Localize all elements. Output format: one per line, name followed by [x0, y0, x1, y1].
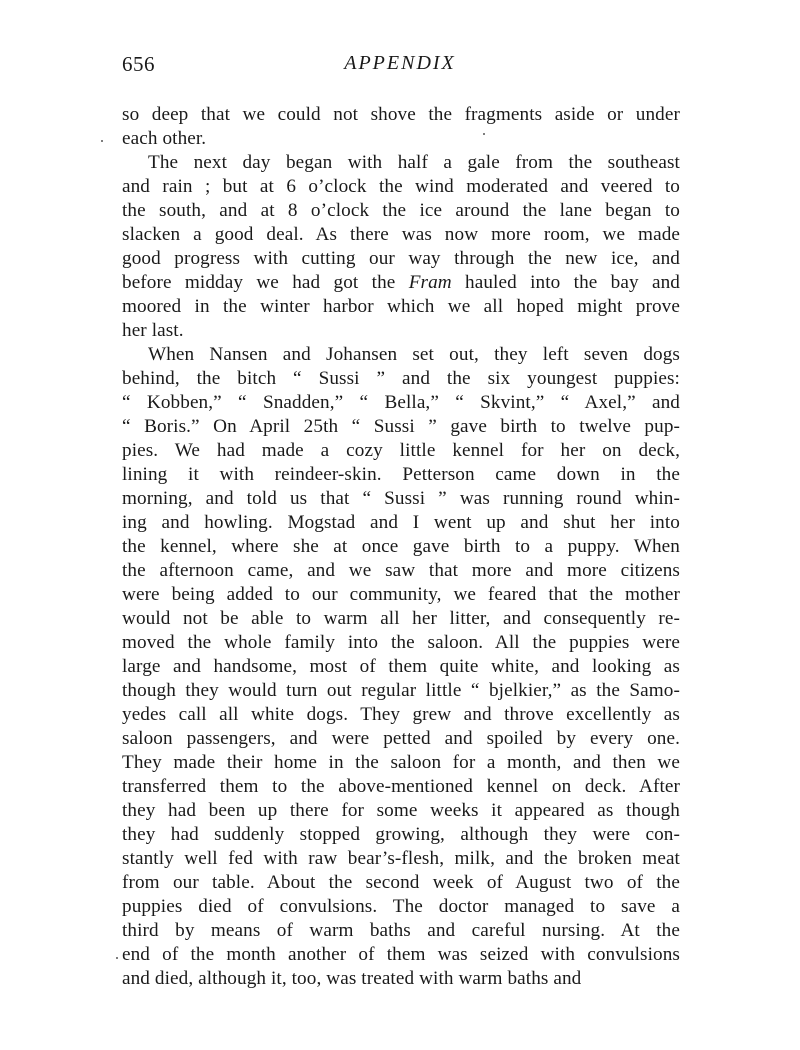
text-line: ing and howling. Mogstad and I went up and shut her into: [122, 512, 680, 533]
text-line: puppies died of convulsions. The doctor managed to save a: [122, 896, 680, 917]
text-line: good progress with cutting our way through the new ice, and: [122, 248, 680, 269]
text-line: stantly well fed with raw bear’s-flesh, milk, and the broken meat: [122, 848, 680, 869]
text-line: though they would turn out regular little “ bjelkier,” as the Samo-: [122, 680, 680, 701]
text-line: from our table. About the second week of August two of the: [122, 872, 680, 893]
text-line: “ Kobben,” “ Snadden,” “ Bella,” “ Skvint,” “ Axel,” and: [122, 392, 680, 413]
text-line: When Nansen and Johansen set out, they left seven dogs: [148, 344, 680, 365]
text-line: they had been up there for some weeks it appeared as though: [122, 800, 680, 821]
text-line: They made their home in the saloon for a month, and then we: [122, 752, 680, 773]
text-line: her last.: [122, 320, 184, 341]
text-line: The next day began with half a gale from the southeast: [148, 152, 680, 173]
text-line: they had suddenly stopped growing, although they were con-: [122, 824, 680, 845]
text-line: third by means of warm baths and careful nursing. At the: [122, 920, 680, 941]
text-line: pies. We had made a cozy little kennel for her on deck,: [122, 440, 680, 461]
page-number: 656: [122, 52, 155, 76]
text-line: and rain ; but at 6 o’clock the wind moderated and veered to: [122, 176, 680, 197]
text-line: end of the month another of them was seized with convulsions: [122, 944, 680, 965]
text-line: the kennel, where she at once gave birth to a puppy. When: [122, 536, 680, 557]
paragraph: [122, 103, 680, 151]
paper-speck: [116, 957, 118, 959]
paper-speck: [101, 140, 103, 142]
running-head: [120, 48, 680, 82]
text-line: would not be able to warm all her litter, and consequently re-: [122, 608, 680, 629]
text-line: morning, and told us that “ Sussi ” was running round whin-: [122, 488, 680, 509]
text-line: before midday we had got the Fram hauled into the bay and: [122, 272, 680, 293]
text-line: lining it with reindeer-skin. Petterson came down in the: [122, 464, 680, 485]
text-line: were being added to our community, we feared that the mother: [122, 584, 680, 605]
text-line: moored in the winter harbor which we all hoped might prove: [122, 296, 680, 317]
body-text: [122, 103, 680, 991]
text-line: behind, the bitch “ Sussi ” and the six youngest puppies:: [122, 368, 680, 389]
paragraph: [122, 151, 680, 343]
text-line: saloon passengers, and were petted and spoiled by every one.: [122, 728, 680, 749]
text-line: each other.: [122, 128, 207, 149]
text-line: yedes call all white dogs. They grew and throve excellently as: [122, 704, 680, 725]
text-line: transferred them to the above-mentioned kennel on deck. After: [122, 776, 680, 797]
running-title: APPENDIX: [344, 52, 456, 74]
text-line: the south, and at 8 o’clock the ice around the lane began to: [122, 200, 680, 221]
text-line: so deep that we could not shove the fragments aside or under: [122, 104, 680, 125]
paragraph: [122, 343, 680, 991]
text-line: “ Boris.” On April 25th “ Sussi ” gave birth to twelve pup-: [122, 416, 680, 437]
text-line: moved the whole family into the saloon. All the puppies were: [122, 632, 680, 653]
paper-speck: [483, 133, 485, 135]
text-line: slacken a good deal. As there was now more room, we made: [122, 224, 680, 245]
text-line: large and handsome, most of them quite white, and looking as: [122, 656, 680, 677]
text-line: and died, although it, too, was treated with warm baths and: [122, 968, 582, 989]
ship-name: Fram: [408, 272, 452, 293]
text-line: the afternoon came, and we saw that more and more citizens: [122, 560, 680, 581]
